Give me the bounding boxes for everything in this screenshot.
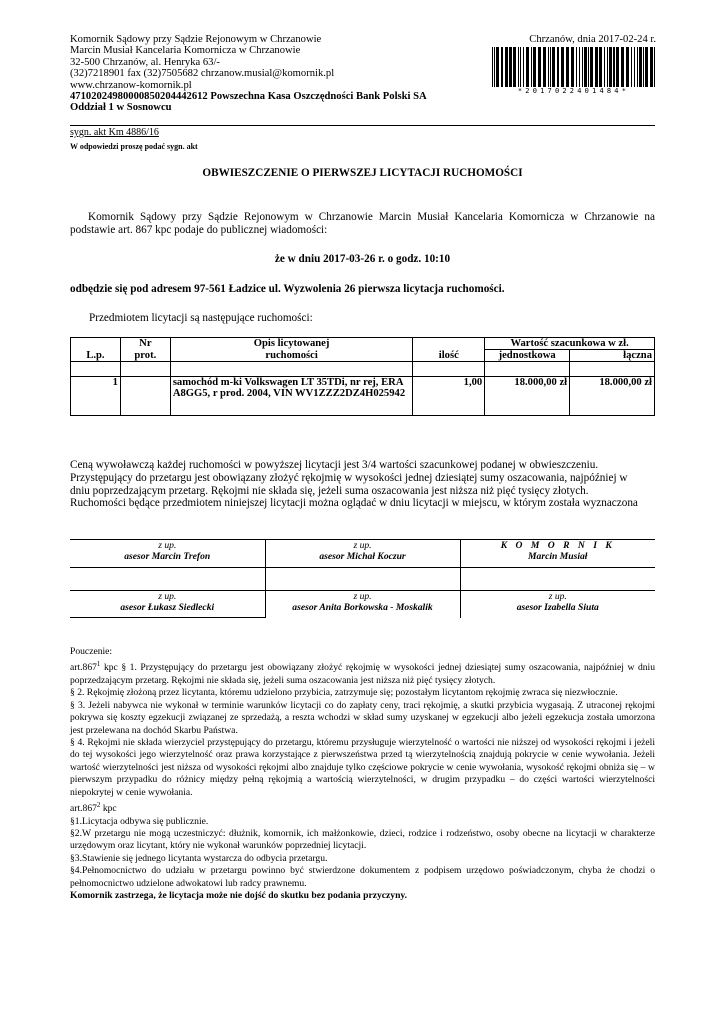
barcode-bar <box>492 47 493 87</box>
sender-block <box>70 34 490 114</box>
signature-cell <box>70 540 265 568</box>
document-date: Chrzanów, dnia 2017-02-24 r. <box>529 34 656 45</box>
page-title: OBWIESZCZENIE O PIERWSZEJ LICYTACJI RUCHOMOŚCI <box>202 167 523 179</box>
signature-name: asesor Marcin Trefon <box>124 551 211 562</box>
intro-paragraph: Komornik Sądowy przy Sądzie Rejonowym w Chrzanowie Marcin Musiał Kancelaria Komornicza w Chrzanowie na podstawie art. 867 kpc podaje do publicznej wiadomości: <box>70 211 655 236</box>
signature-name: asesor Izabella Siuta <box>516 602 599 613</box>
signature-name: asesor Łukasz Siedlecki <box>120 602 215 613</box>
header-value-group: Wartość szacunkowa w zł. <box>485 338 655 350</box>
barcode-bar <box>550 47 551 87</box>
barcode-bar <box>579 47 580 87</box>
items-intro: Przedmiotem licytacji są następujące ruchomości: <box>89 312 313 324</box>
article-text: kpc <box>100 803 117 815</box>
items-table <box>70 337 655 416</box>
reference-note: W odpowiedzi proszę podać sygn. akt <box>70 142 198 151</box>
signature-authorization: z up. <box>353 540 372 551</box>
barcode-number: *2017022401484* <box>517 87 630 95</box>
barcode-bar <box>548 47 549 87</box>
barcode-bar <box>637 47 638 87</box>
notice-paragraph: §4.Pełnomocnictwo do udziału w przetargu powinno być stwierdzone dokumentem z podpisem urzędowo poświadczonym, chyba że chodzi o pełnomocnictwo udzielone adwokatowi lub radcy prawnemu. <box>70 865 655 889</box>
notice-paragraph: §2.W przetargu nie mogą uczestniczyć: dłużnik, komornik, ich małżonkowie, dzieci, rodzice i rodzeństwo, osoby obecne na licytacji w charakterze urzędowym oraz licytant, który nie wykonał warunków poprzedniej licytacji. <box>70 828 655 852</box>
barcode-bar <box>616 47 619 87</box>
signature-name: Marcin Musiał <box>528 551 588 562</box>
header-desc-top: Opis licytowanej <box>170 338 413 350</box>
notice-article <box>70 799 655 816</box>
conditions-paragraph <box>70 459 655 510</box>
barcode-bar <box>654 47 655 87</box>
header-nr-top: Nr <box>120 338 170 350</box>
cell-lp: 1 <box>71 377 121 416</box>
barcode-bar <box>518 47 519 87</box>
barcode-bar <box>571 47 574 87</box>
bank-branch: Oddział 1 w Sosnowcu <box>70 102 172 114</box>
barcode-bar <box>501 47 503 87</box>
auction-place: odbędzie się pod adresem 97-561 Ładzice ul. Wyzwolenia 26 pierwsza licytacja ruchomości. <box>70 283 505 295</box>
table-row <box>71 377 655 416</box>
signature-cell <box>265 591 460 618</box>
notice-article <box>70 658 655 687</box>
auction-date: że w dniu 2017-03-26 r. o godz. 10:10 <box>274 253 451 265</box>
cell-qty: 1,00 <box>413 377 485 416</box>
header-qty: ilość <box>413 338 485 362</box>
cell-unit-value: 18.000,00 zł <box>485 377 570 416</box>
barcode-bar <box>595 47 598 87</box>
barcode-bar <box>505 47 508 87</box>
case-signature-prefix: sygn. akt <box>70 127 109 138</box>
legal-notice <box>70 646 655 903</box>
barcode-bar <box>639 47 642 87</box>
barcode-bar <box>588 47 589 87</box>
barcode-bar <box>584 47 587 87</box>
barcode-bar <box>607 47 608 87</box>
barcode-bar <box>621 47 624 87</box>
barcode-bar <box>645 47 648 87</box>
signature-authorization: z up. <box>353 591 372 602</box>
case-signature <box>70 127 159 138</box>
barcode-bar <box>561 47 564 87</box>
sender-line: www.chrzanow-komornik.pl <box>70 79 192 91</box>
barcode-bar <box>552 47 555 87</box>
cell-description: samochód m-ki Volkswagen LT 35TDi, nr rej, ERA A8GG5, r prod. 2004, VIN WV1ZZZ2DZ4H025942 <box>170 377 413 416</box>
cell-nr <box>120 377 170 416</box>
sender-line: (32)7218901 fax (32)7505682 chrzanow.musial@komornik.pl <box>70 68 335 80</box>
condition-line: Przystępujący do przetargu jest obowiązany złożyć rękojmię w wysokości jednej dziesiątej sumy oszacowania, najpóźniej w <box>70 471 628 484</box>
header-nr-bottom: prot. <box>120 350 170 362</box>
barcode-bar <box>543 47 546 87</box>
signature-authorization: z up. <box>158 591 177 602</box>
header-total-value: łączna <box>570 350 655 362</box>
cell-total-value: 18.000,00 zł <box>570 377 655 416</box>
barcode-bar <box>631 47 632 87</box>
article-sup: 2 <box>96 801 101 810</box>
signature-name: asesor Anita Borkowska - Moskalik <box>292 602 433 613</box>
barcode-bar <box>526 47 529 87</box>
barcode-bar <box>513 47 516 87</box>
signature-cell <box>460 540 655 568</box>
table-spacer <box>71 362 655 377</box>
barcode-bar <box>496 47 499 87</box>
condition-line: Ruchomości będące przedmiotem niniejszej licytacji można oglądać w dniu licytacji w miejscu, w którym została wyznaczona <box>70 497 638 510</box>
barcode-bar <box>538 47 541 87</box>
barcode <box>492 47 655 87</box>
barcode-bar <box>533 47 536 87</box>
article-sup: 1 <box>96 660 101 669</box>
barcode-bar <box>643 47 644 87</box>
barcode-bar <box>582 47 583 87</box>
barcode-bar <box>626 47 629 87</box>
bank-account: 47102024980000850204442612 Powszechna Kasa Oszczędności Bank Polski SA <box>70 91 427 103</box>
barcode-bar <box>523 47 524 87</box>
barcode-bar <box>634 47 635 87</box>
article-ref: art.867 <box>70 662 97 674</box>
barcode-bar <box>590 47 593 87</box>
barcode-bar <box>650 47 653 87</box>
signature-authorization: z up. <box>548 591 567 602</box>
notice-paragraph: § 2. Rękojmię złożoną przez licytanta, któremu udzielono przybicia, zatrzymuje się; pozostałym licytantom rękojmię zwraca się niezwłocznie. <box>70 687 618 699</box>
barcode-bar <box>576 47 577 87</box>
header-divider <box>70 125 655 126</box>
barcode-bar <box>531 47 532 87</box>
signature-authorization: z up. <box>158 540 177 551</box>
signatures-table <box>70 539 655 618</box>
notice-paragraph: § 3. Jeżeli nabywca nie wykonał w terminie warunków licytacji co do zapłaty ceny, traci rękojmię, a skutki przybicia wygasają. Z utraconej rękojmi pokrywa się koszty egzekucji związanej ze sprzedażą, a reszta wchodzi w skład sumy uzyskanej w egzekucji albo jeżeli egzekucja została umorzona jest przelewana na dochód Skarbu Państwa. <box>70 699 655 736</box>
signature-cell <box>460 591 655 618</box>
barcode-bar <box>613 47 615 87</box>
barcode-bar <box>609 47 612 87</box>
table-header-row <box>71 338 655 350</box>
notice-paragraph: §1.Licytacja odbywa się publicznie. <box>70 815 209 827</box>
article-ref: art.867 <box>70 803 97 815</box>
signature-row <box>70 540 655 568</box>
barcode-bar <box>599 47 602 87</box>
sender-line: Komornik Sądowy przy Sądzie Rejonowym w Chrzanowie <box>70 34 322 45</box>
table-header-row <box>71 350 655 362</box>
signature-title: K O M O R N I K <box>500 540 615 551</box>
barcode-bar <box>520 47 521 87</box>
barcode-bar <box>494 47 495 87</box>
header-lp: L.p. <box>71 338 121 362</box>
condition-line: Ceną wywoławczą każdej ruchomości w powyższej licytacji jest 3/4 wartości szacunkowej podanej w obwieszczeniu. <box>70 459 599 471</box>
sender-line: 32-500 Chrzanów, al. Henryka 63/- <box>70 56 220 68</box>
article-text: kpc § 1. Przystępujący do przetargu jest obowiązany złożyć rękojmię w wysokości jednej dziesiątej sumy oszacowania, najpóźniej w dniu poprzedzającym przetarg. Rękojmi nie składa się, jeżeli suma oszacowania jest niższa niż pięć tysięcy złotych. <box>70 662 655 686</box>
signature-row <box>70 591 655 618</box>
signature-cell <box>265 540 460 568</box>
case-signature-value: Km 4886/16 <box>108 127 159 138</box>
signature-space <box>70 568 655 591</box>
barcode-bar <box>604 47 605 87</box>
barcode-bar <box>557 47 559 87</box>
header-desc-bottom: ruchomości <box>170 350 413 362</box>
sender-line: Marcin Musiał Kancelaria Komornicza w Chrzanowie <box>70 45 301 57</box>
notice-heading: Pouczenie: <box>70 646 113 657</box>
barcode-bar <box>566 47 569 87</box>
notice-paragraph: § 4. Rękojmi nie składa wierzyciel przystępujący do przetargu, któremu przysługuje wierzytelność o wartości nie niższej od wysokości rękojmi i jeżeli do tej wysokości jego wierzytelność oraz prawa korzystające z pierwszeństwa przed tą wierzytelnością znajdują pokrycie w cenie wywołania. Jeżeli wartość wierzytelności jest niższa od wysokości rękojmi albo znajduje tylko częściowe pokrycie w cenie wywołania, wysokość rękojmi obniża się – w pierwszym przypadku do różnicy między pełną rękojmią a wartością wierzytelności, w drugim przypadku – do części wartości wierzytelności niepokrytej w cenie wywołania. <box>70 737 655 798</box>
notice-final: Komornik zastrzega, że licytacja może nie dojść do skutku bez podania przyczyny. <box>70 890 408 902</box>
notice-paragraph: §3.Stawienie się jednego licytanta wystarcza do odbycia przetargu. <box>70 852 328 864</box>
barcode-bar <box>509 47 512 87</box>
signature-name: asesor Michał Koczur <box>319 551 406 562</box>
condition-line: dniu poprzedzającym przetarg. Rękojmi nie składa się, jeżeli suma oszacowania jest niższa niż pięć tysięcy złotych. <box>70 484 589 497</box>
signature-cell <box>70 591 265 618</box>
header-unit-value: jednostkowa <box>485 350 570 362</box>
